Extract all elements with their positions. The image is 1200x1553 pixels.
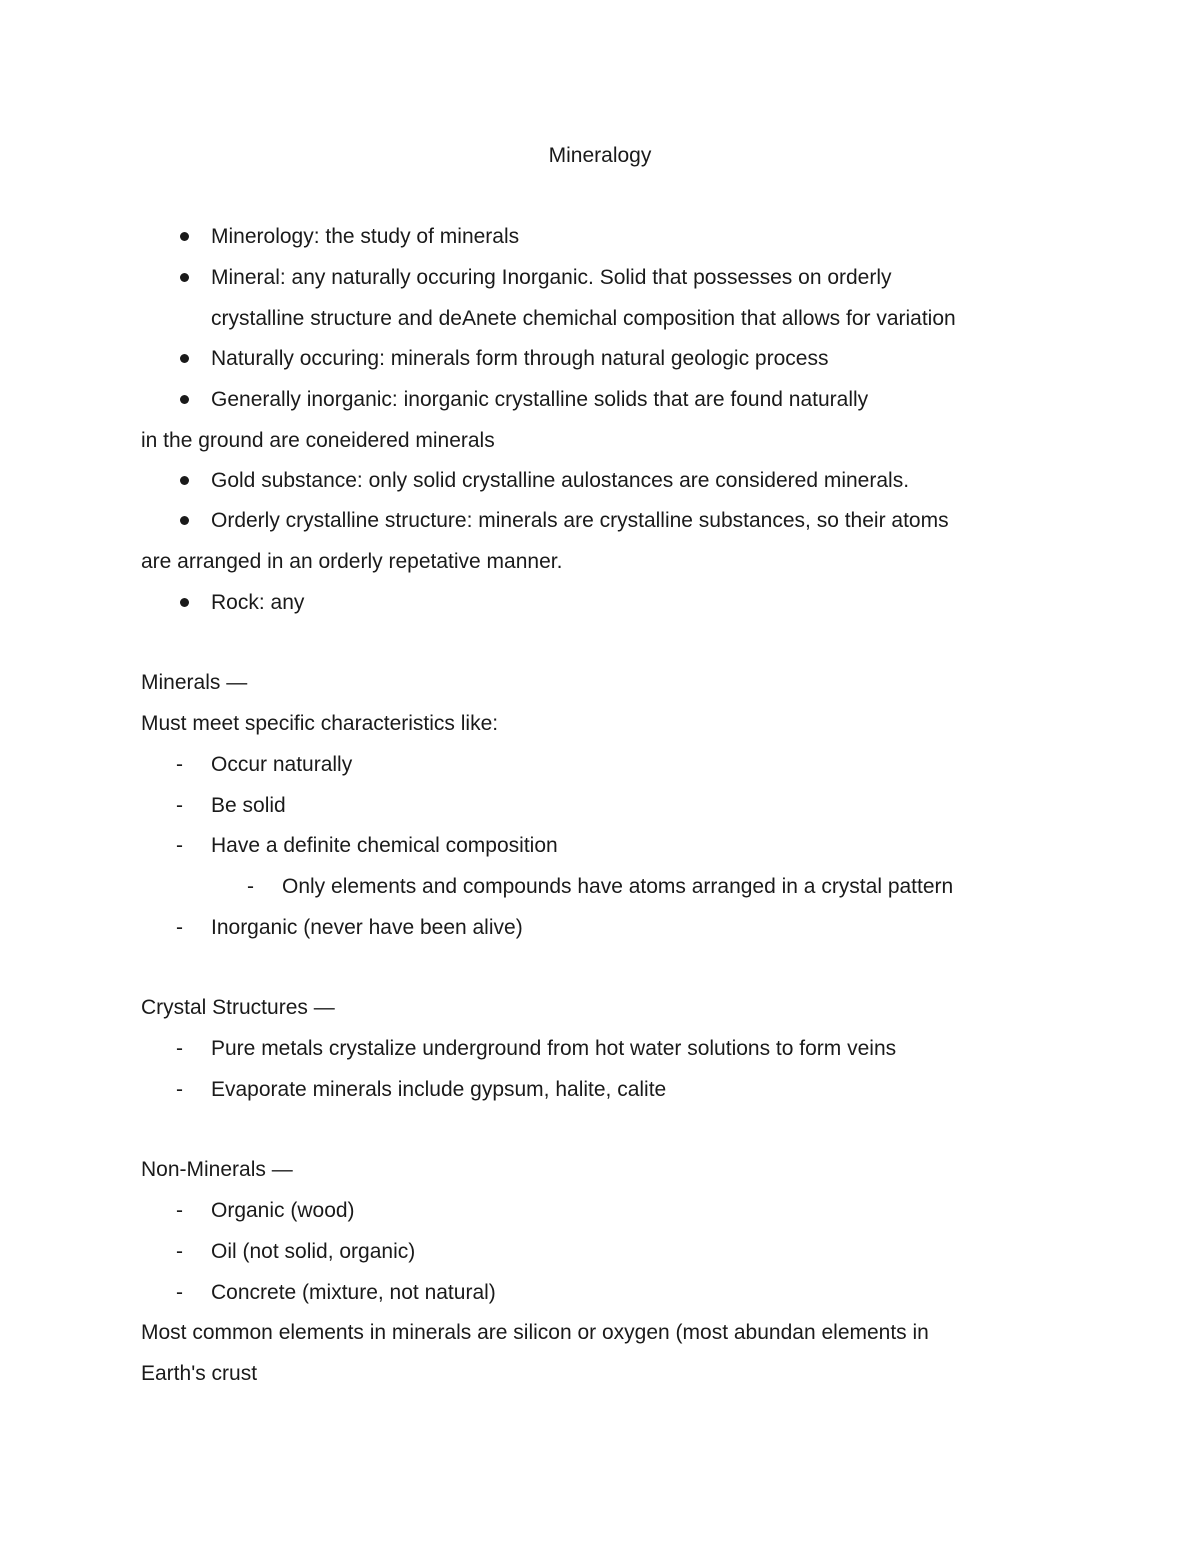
bullet-dot-icon bbox=[180, 395, 189, 404]
dash-bullet: - bbox=[176, 1037, 183, 1060]
page-title: Mineralogy bbox=[548, 144, 652, 167]
list-item: Evaporate minerals include gypsum, halite, calite bbox=[211, 1078, 667, 1101]
list-item: Have a definite chemical composition bbox=[211, 834, 558, 857]
list-item: Naturally occuring: minerals form through natural geologic process bbox=[211, 347, 829, 370]
dash-bullet: - bbox=[247, 875, 254, 898]
list-item: Organic (wood) bbox=[211, 1199, 355, 1222]
dash-bullet: - bbox=[176, 1078, 183, 1101]
closing-paragraph-line: Most common elements in minerals are silicon or oxygen (most abundan elements in bbox=[141, 1321, 929, 1344]
list-item: Gold substance: only solid crystalline aulostances are considered minerals. bbox=[211, 469, 910, 492]
list-item: Be solid bbox=[211, 794, 286, 817]
closing-paragraph-line: Earth's crust bbox=[141, 1362, 258, 1385]
list-item-nested: Only elements and compounds have atoms arranged in a crystal pattern bbox=[282, 875, 954, 898]
list-item-continuation: are arranged in an orderly repetative manner. bbox=[141, 550, 563, 573]
bullet-dot-icon bbox=[180, 273, 189, 282]
section-subheading: Must meet specific characteristics like: bbox=[141, 712, 499, 735]
list-item: Mineral: any naturally occuring Inorganic. Solid that possesses on orderly bbox=[211, 266, 892, 289]
list-item: Inorganic (never have been alive) bbox=[211, 916, 523, 939]
bullet-dot-icon bbox=[180, 232, 189, 241]
list-item: Orderly crystalline structure: minerals are crystalline substances, so their atoms bbox=[211, 509, 949, 532]
list-item: Concrete (mixture, not natural) bbox=[211, 1281, 496, 1304]
list-item: Occur naturally bbox=[211, 753, 353, 776]
section-heading-non-minerals: Non-Minerals — bbox=[141, 1158, 293, 1181]
list-item: Generally inorganic: inorganic crystalline solids that are found naturally bbox=[211, 388, 869, 411]
bullet-dot-icon bbox=[180, 598, 189, 607]
dash-bullet: - bbox=[176, 794, 183, 817]
list-item: Oil (not solid, organic) bbox=[211, 1240, 416, 1263]
bullet-dot-icon bbox=[180, 476, 189, 485]
dash-bullet: - bbox=[176, 834, 183, 857]
bullet-dot-icon bbox=[180, 516, 189, 525]
dash-bullet: - bbox=[176, 1281, 183, 1304]
dash-bullet: - bbox=[176, 1240, 183, 1263]
list-item: Rock: any bbox=[211, 591, 305, 614]
list-item: Minerology: the study of minerals bbox=[211, 225, 520, 248]
dash-bullet: - bbox=[176, 1199, 183, 1222]
list-item-continuation: in the ground are coneidered minerals bbox=[141, 429, 495, 452]
list-item: Pure metals crystalize underground from hot water solutions to form veins bbox=[211, 1037, 897, 1060]
dash-bullet: - bbox=[176, 753, 183, 776]
section-heading-minerals: Minerals — bbox=[141, 671, 248, 694]
list-item-continuation: crystalline structure and deAnete chemichal composition that allows for variation bbox=[211, 307, 956, 330]
section-heading-crystal-structures: Crystal Structures — bbox=[141, 996, 335, 1019]
dash-bullet: - bbox=[176, 916, 183, 939]
bullet-dot-icon bbox=[180, 354, 189, 363]
